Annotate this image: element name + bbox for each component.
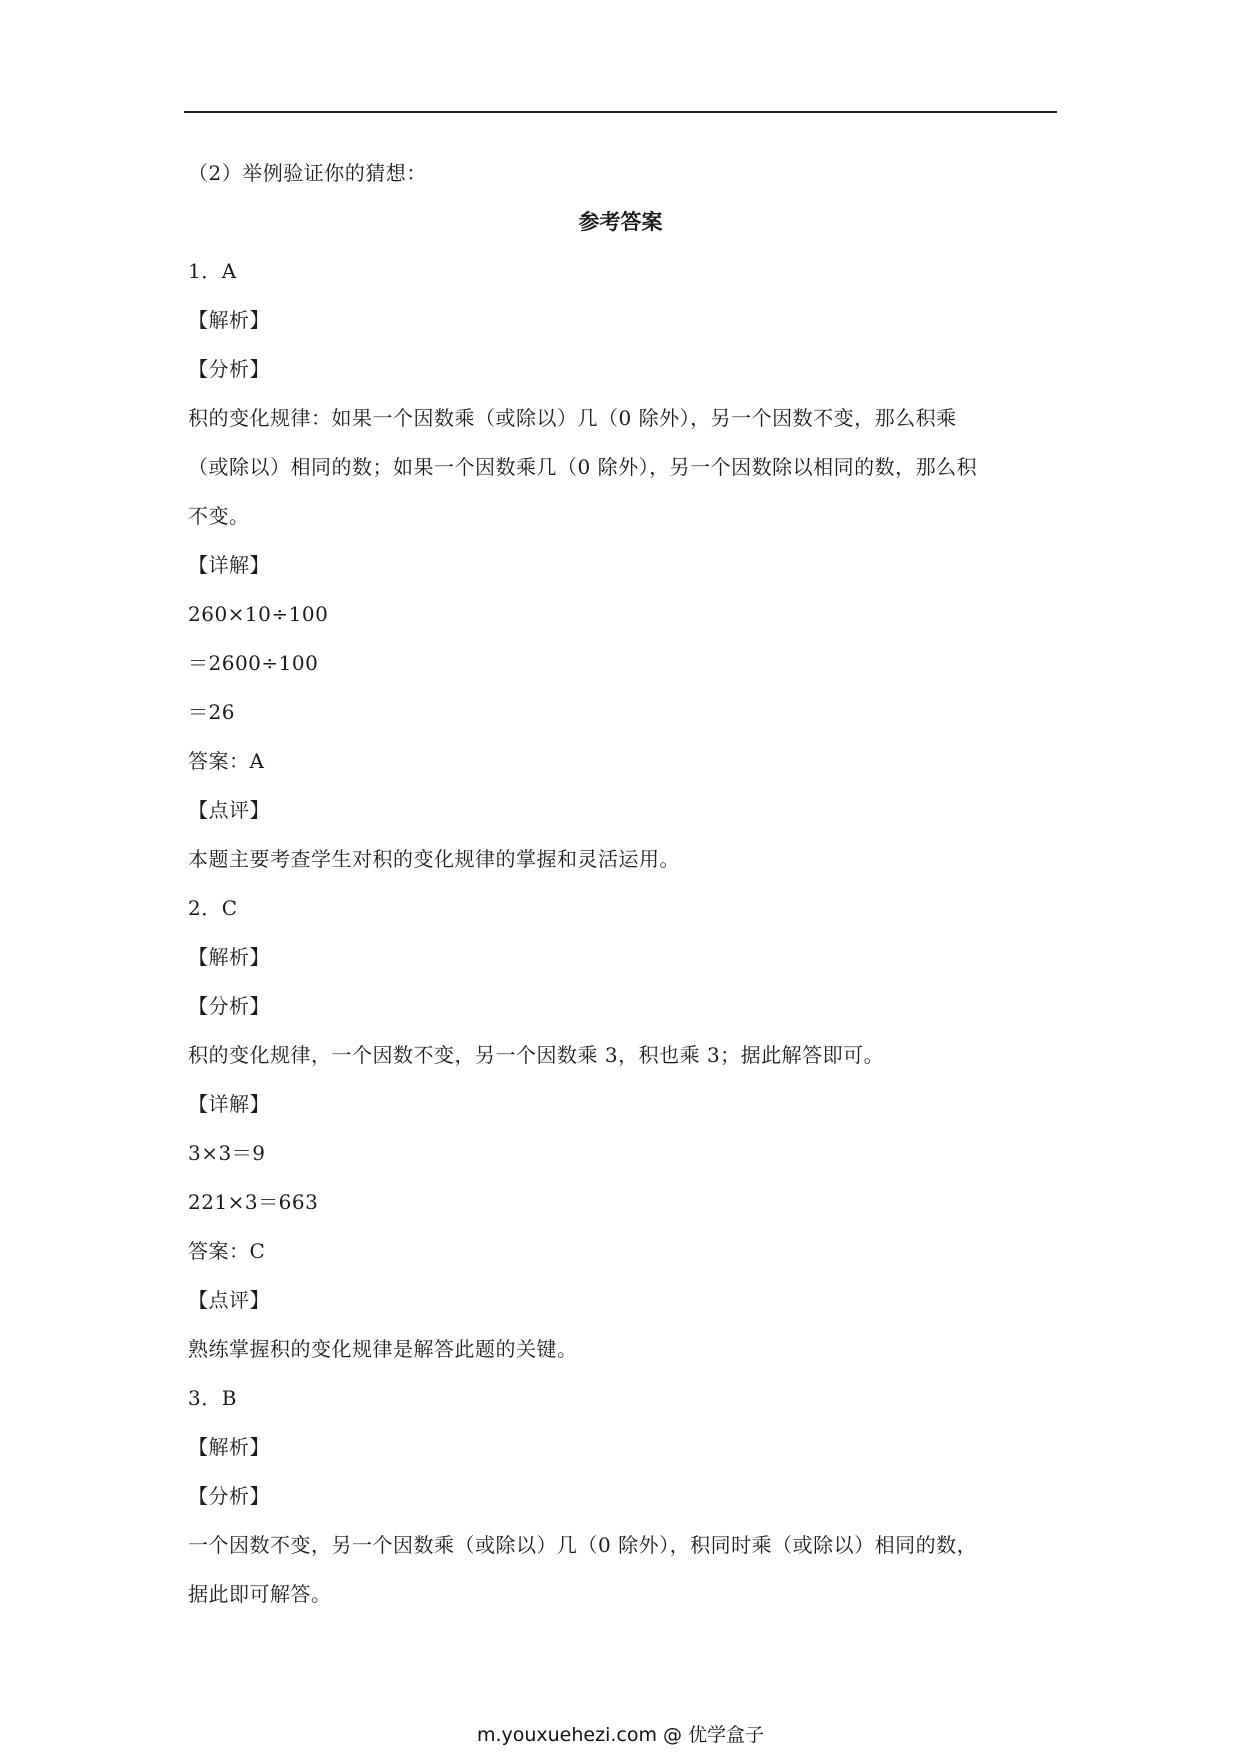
answer-line: 【分析】 (188, 994, 270, 1018)
answer-line: 一个因数不变，另一个因数乘（或除以）几（0 除外），积同时乘（或除以）相同的数， (188, 1533, 978, 1557)
answer-line: 221×3＝663 (188, 1190, 319, 1214)
answer-line: 【详解】 (188, 553, 270, 577)
answer-line: 不变。 (188, 504, 250, 528)
answer-line: 【详解】 (188, 1092, 270, 1116)
answer-line: 熟练掌握积的变化规律是解答此题的关键。 (188, 1337, 578, 1361)
question-part: （2）举例验证你的猜想： (188, 161, 427, 185)
answer-line: 【解析】 (188, 308, 270, 332)
answer-line: 据此即可解答。 (188, 1582, 332, 1606)
answer-line: 2．C (188, 896, 238, 920)
answers-title: 参考答案 (578, 210, 663, 234)
answer-line: 【分析】 (188, 1484, 270, 1508)
answer-line: 260×10÷100 (188, 602, 329, 626)
answer-line: （或除以）相同的数；如果一个因数乘几（0 除外），另一个因数除以相同的数，那么积 (188, 455, 978, 479)
answer-line: 【解析】 (188, 1435, 270, 1459)
answer-line: 【分析】 (188, 357, 270, 381)
answer-line: 【解析】 (188, 945, 270, 969)
answer-line: 积的变化规律：如果一个因数乘（或除以）几（0 除外），另一个因数不变，那么积乘 (188, 406, 957, 430)
answer-line: 1．A (188, 259, 237, 283)
header-rule (184, 111, 1057, 113)
answer-line: 答案：C (188, 1239, 266, 1263)
answer-line: 答案：A (188, 749, 265, 773)
footer-watermark: m.youxuehezi.com @ 优学盒子 (476, 1724, 765, 1746)
answer-line: 【点评】 (188, 798, 270, 822)
answer-line: 3．B (188, 1386, 237, 1410)
answer-line: 【点评】 (188, 1288, 270, 1312)
answer-line: 积的变化规律，一个因数不变，另一个因数乘 3，积也乘 3；据此解答即可。 (188, 1043, 885, 1067)
answer-line: 本题主要考查学生对积的变化规律的掌握和灵活运用。 (188, 847, 680, 871)
answer-line: 3×3＝9 (188, 1141, 266, 1165)
answer-line: ＝26 (188, 700, 235, 724)
answer-line: ＝2600÷100 (188, 651, 319, 675)
